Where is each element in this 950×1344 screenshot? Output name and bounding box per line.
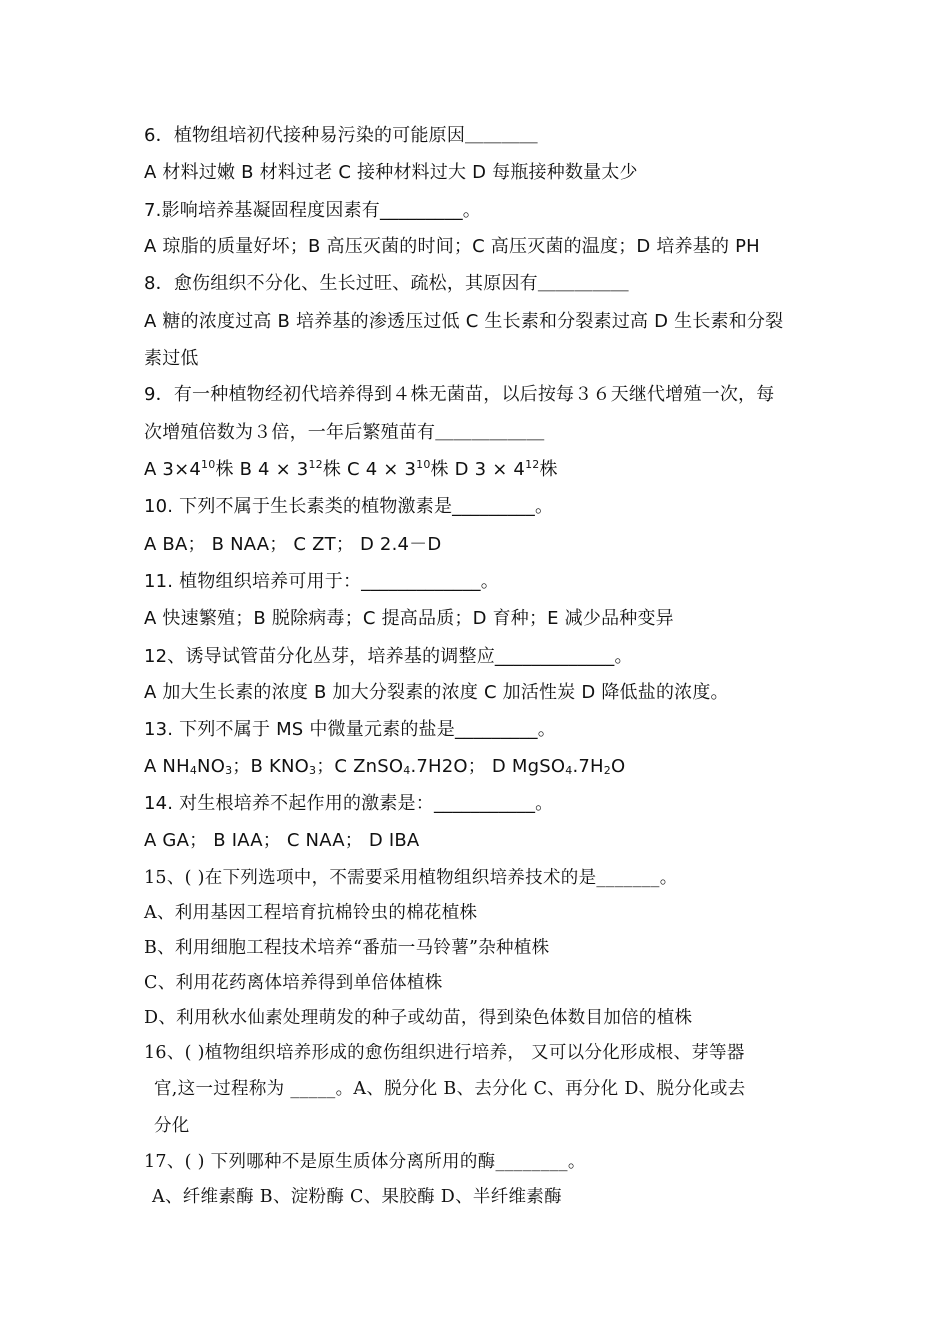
option-a-part1: A NH xyxy=(144,756,190,777)
question-6-options: A 材料过嫩 B 材料过老 C 接种材料过大 D 每瓶接种数量太少 xyxy=(144,162,638,183)
question-9-stem-line2: 次增殖倍数为３倍，一年后繁殖苗有＿＿＿＿＿＿ xyxy=(144,422,545,443)
question-17-options: A、纤维素酶 B、淀粉酶 C、果胶酶 D、半纤维素酶 xyxy=(152,1187,562,1207)
question-15-option-b: B、利用细胞工程技术培养“番茄一马铃薯”杂种植株 xyxy=(144,938,550,958)
question-12-options: A 加大生长素的浓度 B 加大分裂素的浓度 C 加活性炭 D 降低盐的浓度。 xyxy=(144,682,729,703)
option-d-exponent: 12 xyxy=(525,458,540,471)
option-b-unit: 株 xyxy=(322,459,347,480)
question-13-options xyxy=(144,755,830,779)
option-b-sub1: 3 xyxy=(309,764,317,777)
question-15-option-c: C、利用花药离体培养得到单倍体植株 xyxy=(144,973,443,993)
question-15-option-d: D、利用秋水仙素处理萌发的种子或幼苗，得到染色体数目加倍的植株 xyxy=(144,1008,693,1028)
question-16-stem-line1: 16、( )植物组织培养形成的愈伤组织进行培养， 又可以分化形成根、芽等器 xyxy=(144,1043,745,1063)
option-d-sub1: 4 xyxy=(565,764,573,777)
question-17-stem: 17、( ) 下列哪种不是原生质体分离所用的酶________。 xyxy=(144,1152,586,1172)
question-9-stem-line1: 9．有一种植物经初代培养得到４株无菌苗，以后按每３６天继代增殖一次，每 xyxy=(144,384,775,405)
option-a-sub1: 4 xyxy=(189,764,198,777)
option-b-exponent: 12 xyxy=(308,458,323,471)
option-c-base: C 4 × 3 xyxy=(347,459,417,480)
option-a-exponent: 10 xyxy=(201,458,216,471)
question-8-options-line2: 素过低 xyxy=(144,348,199,369)
question-12-stem: 12、诱导试管苗分化丛芽，培养基的调整应_____________。 xyxy=(144,646,633,667)
question-10-stem: 10. 下列不属于生长素类的植物激素是_________。 xyxy=(144,496,554,517)
option-c-sub1: 4 xyxy=(403,764,411,777)
option-b-base: B 4 × 3 xyxy=(239,459,309,480)
question-9-options xyxy=(144,458,830,482)
question-14-options: A GA； B IAA； C NAA； D IBA xyxy=(144,830,420,851)
option-c-unit: 株 xyxy=(430,459,455,480)
option-d-part1: D MgSO xyxy=(491,756,566,777)
question-13-stem: 13. 下列不属于 MS 中微量元素的盐是_________。 xyxy=(144,719,556,740)
option-d-sub2: 2 xyxy=(603,764,611,777)
question-16-stem-line2: 官,这一过程称为 _____。A、脱分化 B、去分化 C、再分化 D、脱分化或去 xyxy=(154,1079,746,1099)
question-6-stem: 6．植物组培初代接种易污染的可能原因＿＿＿＿ xyxy=(144,125,538,146)
question-14-stem: 14. 对生根培养不起作用的激素是：___________。 xyxy=(144,793,554,814)
question-16-stem-line3: 分化 xyxy=(154,1116,190,1136)
option-a-part2: NO xyxy=(197,756,226,777)
option-a-unit: 株 xyxy=(215,459,240,480)
option-a-sub2: 3 xyxy=(225,764,233,777)
option-d-part3: O xyxy=(610,756,626,777)
question-7-stem: 7.影响培养基凝固程度因素有_________。 xyxy=(144,200,481,221)
question-8-options-line1: A 糖的浓度过高 B 培养基的渗透压过低 C 生长素和分裂素过高 D 生长素和分裂 xyxy=(144,311,784,332)
option-c-part2: .7H2O； xyxy=(410,756,492,777)
question-8-stem: 8．愈伤组织不分化、生长过旺、疏松，其原因有＿＿＿＿＿ xyxy=(144,273,629,294)
question-10-options: A BA； B NAA； C ZT； D 2.4－D xyxy=(144,534,442,555)
option-c-part1: ；C ZnSO xyxy=(316,756,404,777)
question-11-stem: 11. 植物组织培养可用于：_____________。 xyxy=(144,571,499,592)
question-11-options: A 快速繁殖；B 脱除病毒；C 提高品质；D 育种；E 减少品种变异 xyxy=(144,608,674,629)
option-d-part2: .7H xyxy=(572,756,604,777)
option-c-exponent: 10 xyxy=(416,458,431,471)
option-d-unit: 株 xyxy=(539,459,558,480)
option-b-part1: ；B KNO xyxy=(232,756,310,777)
question-15-stem: 15、( )在下列选项中，不需要采用植物组织培养技术的是_______。 xyxy=(144,868,678,888)
option-d-base: D 3 × 4 xyxy=(454,459,526,480)
question-15-option-a: A、利用基因工程培育抗棉铃虫的棉花植株 xyxy=(144,903,478,923)
option-a-base: A 3×4 xyxy=(144,459,202,480)
question-7-options: A 琼脂的质量好坏；B 高压灭菌的时间；C 高压灭菌的温度；D 培养基的 PH xyxy=(144,236,760,257)
